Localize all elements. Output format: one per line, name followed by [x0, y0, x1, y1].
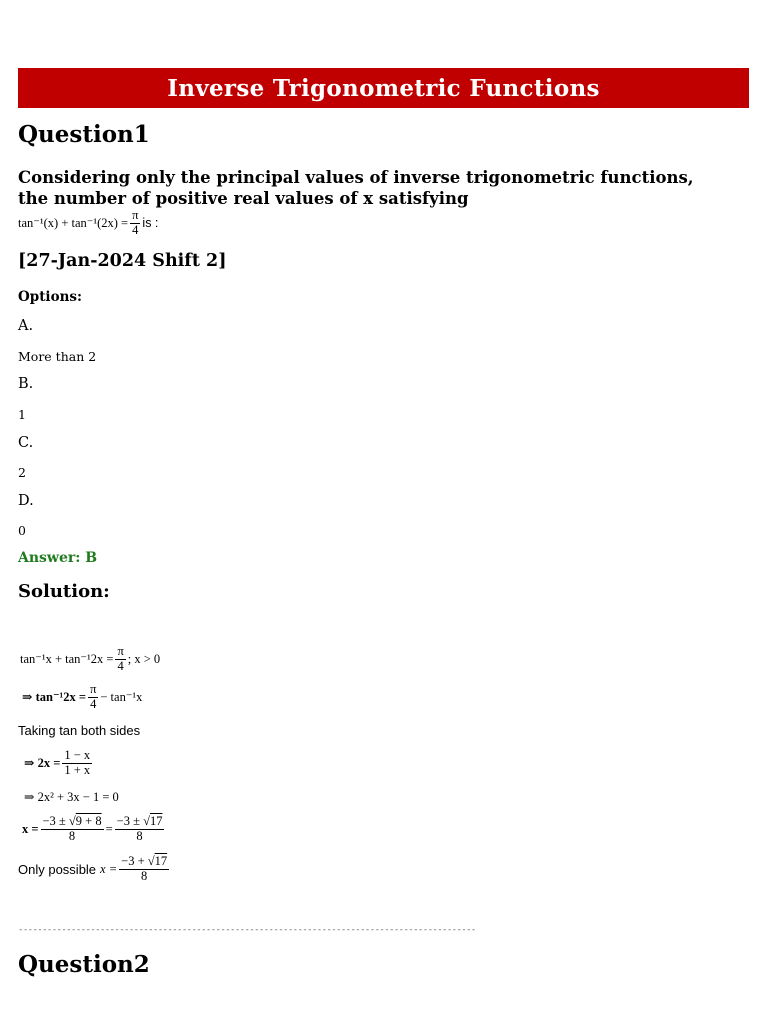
- solution-line-1: tan⁻¹x + tan⁻¹2x = $\frac{\pi}{4}$ ; x > 0: [20, 644, 161, 673]
- solution-line-2: ⇒ tan⁻¹2x = $\frac{\pi}{4}$ − tan⁻¹x: [22, 682, 143, 711]
- option-b-value: 1: [18, 407, 26, 422]
- option-d-letter: D.: [18, 493, 34, 509]
- separator-line: -----------------------------------------------------------------------------------------------: [18, 925, 476, 935]
- exam-shift-label: [27-Jan-2024 Shift 2]: [18, 251, 227, 271]
- pi-over-4-fraction: $\frac{\pi}{4}$: [132, 208, 139, 237]
- question-2-title: Question2: [18, 951, 150, 978]
- option-c-letter: C.: [18, 435, 34, 451]
- solution-line-5: x = $\frac{-3 \pm √9 + 8}{8}$ = $\frac{-3 \pm √17}{8}$: [22, 814, 163, 843]
- answer-label: Answer: B: [18, 550, 98, 566]
- question-1-equation: tan⁻¹(x) + tan⁻¹(2x) = $\frac{\pi}{4}$ is :: [18, 208, 159, 237]
- solution-line-6: Only possible x = $\frac{-3 + √17}{8}$: [18, 854, 168, 883]
- option-a-letter: A.: [18, 318, 34, 334]
- option-a-value: More than 2: [18, 349, 97, 364]
- option-c-value: 2: [18, 465, 26, 480]
- question-1-title: Question1: [18, 121, 150, 148]
- solution-title: Solution:: [18, 581, 110, 602]
- option-b-letter: B.: [18, 376, 34, 392]
- question-1-text: Considering only the principal values of inverse trigonometric functions, the number of positive real values of x satisfying: [18, 168, 694, 208]
- solution-line-3: ⇒ 2x = $\frac{1 - x}{1 + x}$: [24, 748, 91, 777]
- title-banner: [18, 68, 749, 108]
- taking-tan-text: Taking tan both sides: [18, 723, 141, 738]
- option-d-value: 0: [18, 523, 26, 538]
- options-label: Options:: [18, 289, 82, 305]
- solution-line-4: ⇒ 2x² + 3x − 1 = 0: [24, 790, 119, 804]
- banner-title: Inverse Trigonometric Functions: [167, 74, 600, 102]
